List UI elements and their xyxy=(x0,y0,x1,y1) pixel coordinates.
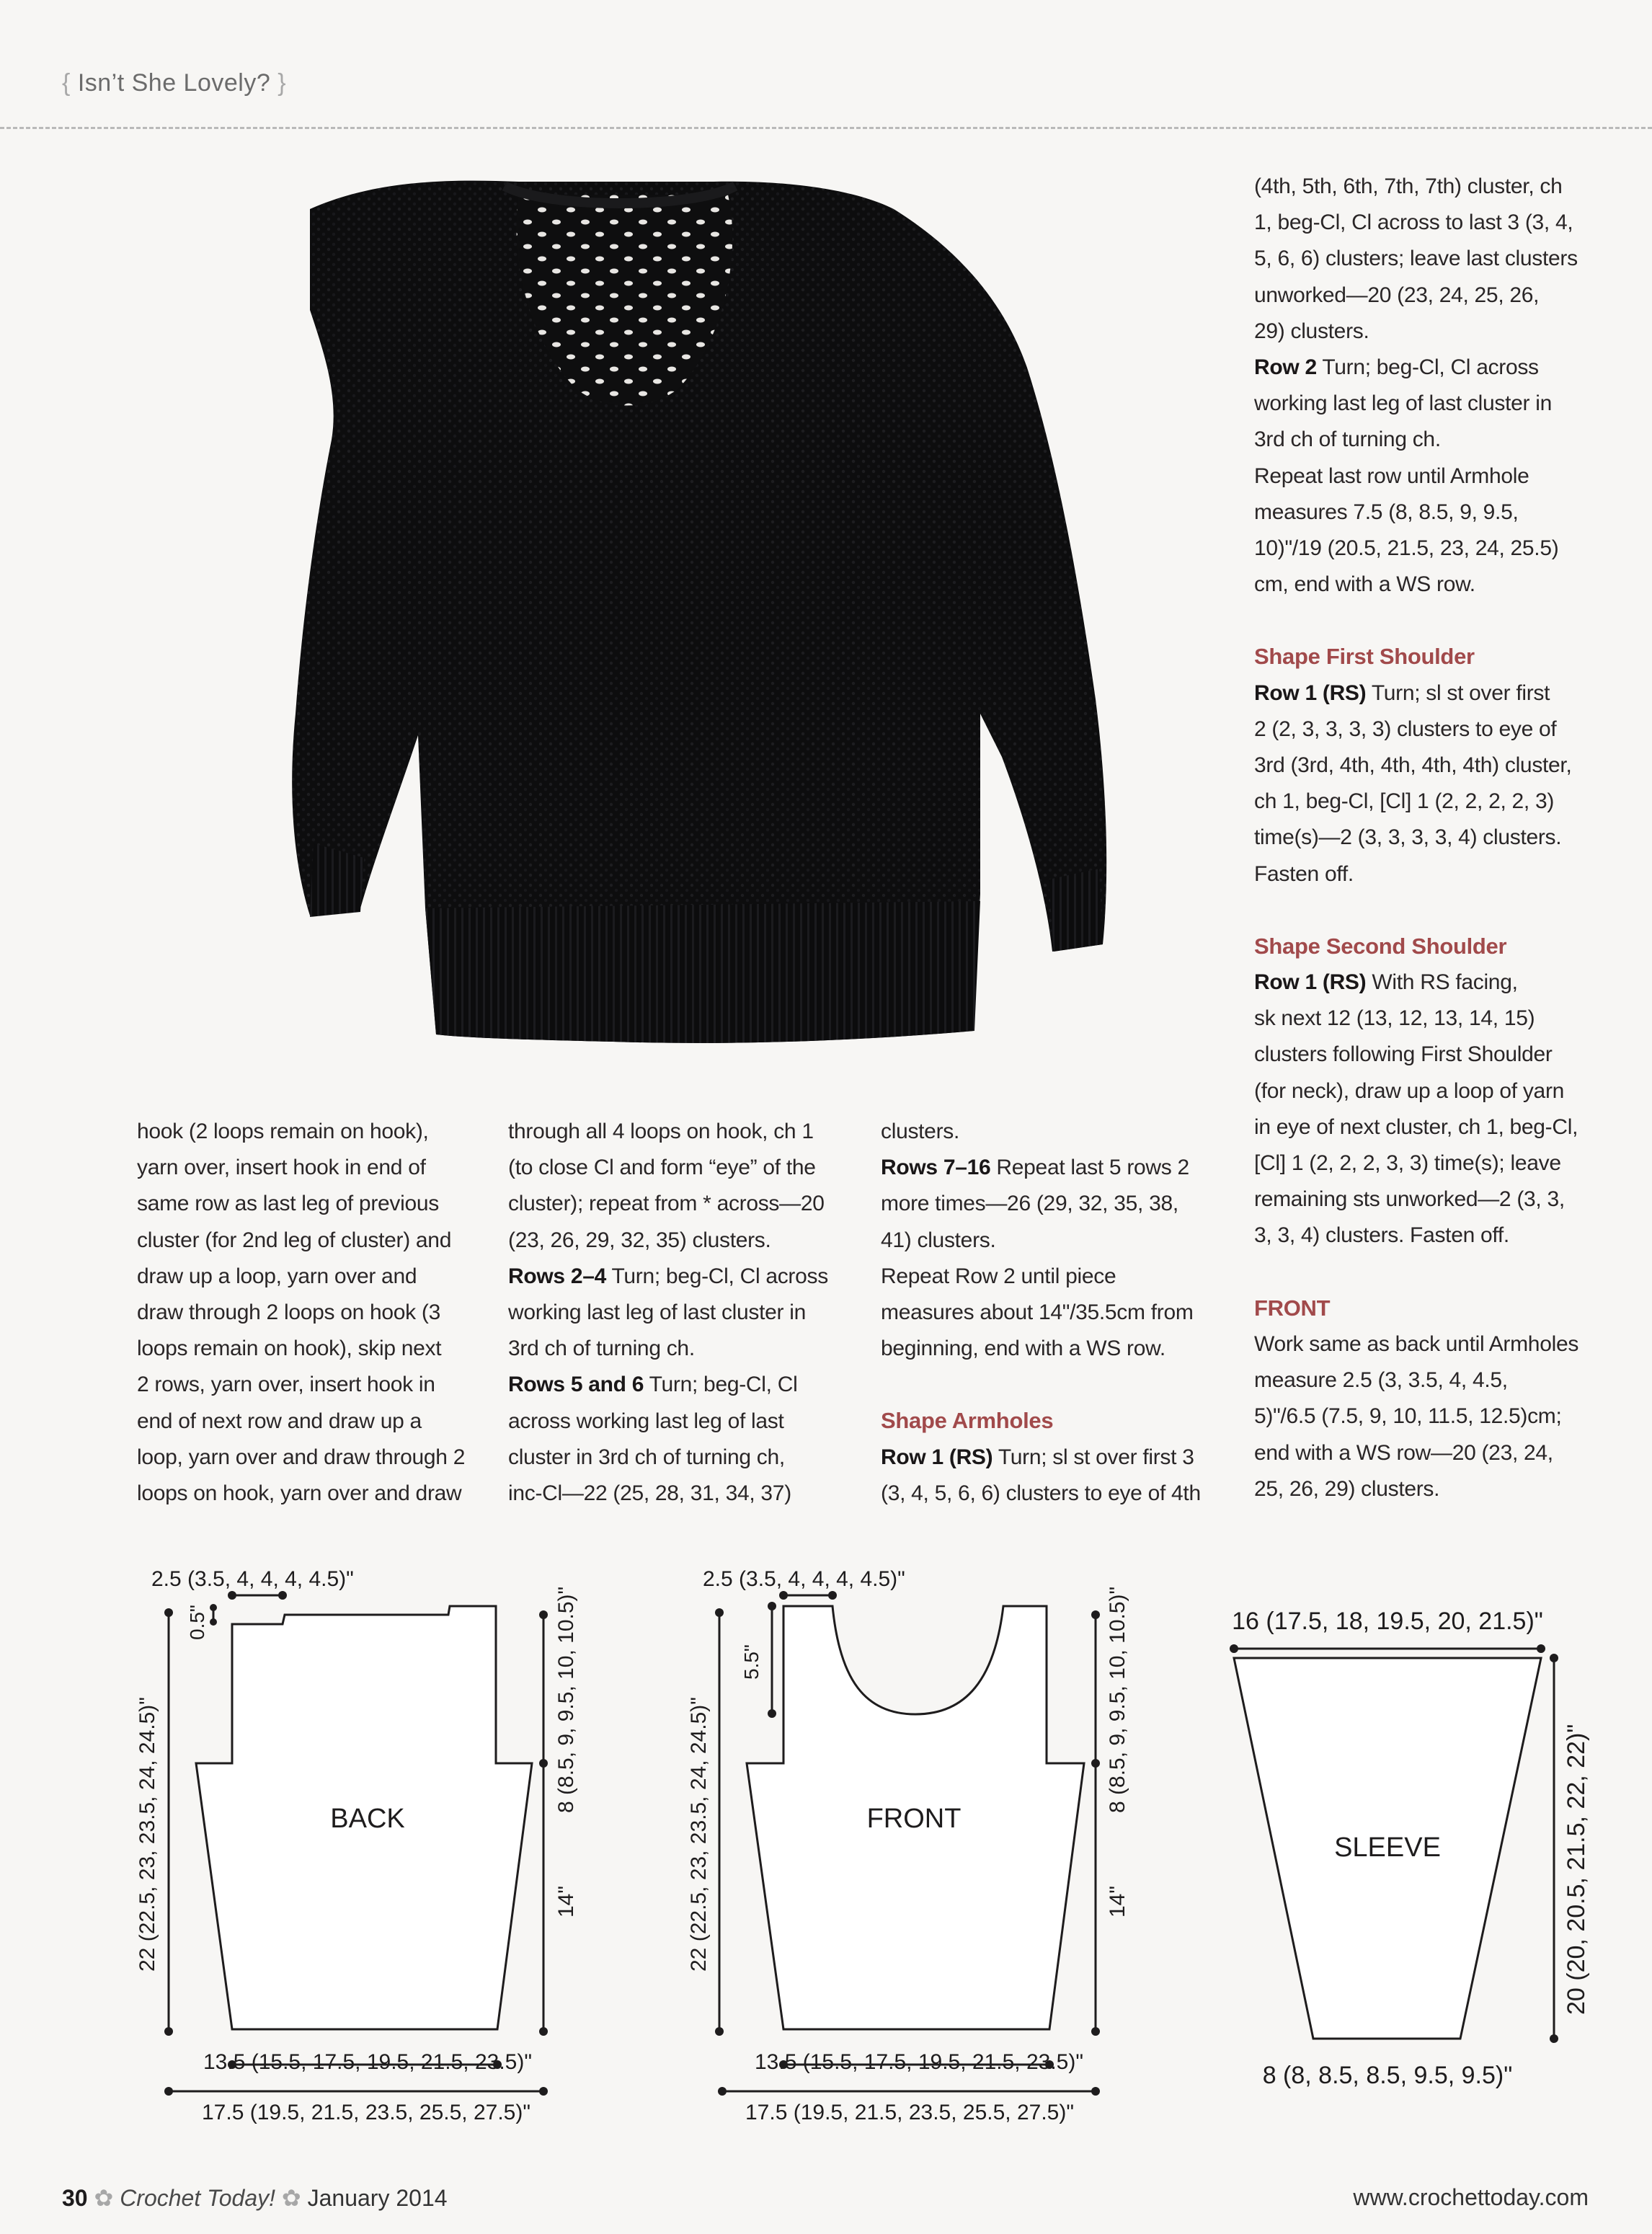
issue-date: January 2014 xyxy=(307,2185,448,2211)
col4-line: 3rd (3rd, 4th, 4th, 4th, 4th) cluster, xyxy=(1254,753,1572,778)
section-heading: Shape First Shoulder xyxy=(1254,644,1475,670)
row-text: Turn; beg-Cl, Cl across xyxy=(1316,355,1539,380)
sleeve-cuff-dim: 8 (8, 8.5, 8.5, 9.5, 9.5)" xyxy=(1262,2062,1513,2089)
page-number: 30 xyxy=(62,2185,88,2211)
footer-left xyxy=(62,2184,448,2212)
col4-line: 3, 3, 4) clusters. Fasten off. xyxy=(1254,1223,1509,1248)
col1-line: loops on hook, yarn over and draw xyxy=(137,1481,462,1506)
back-armhole-dim: 8 (8.5, 9, 9.5, 10, 10.5)" xyxy=(554,1586,578,1813)
col4-line: 29) clusters. xyxy=(1254,319,1369,343)
col4-line: measures 7.5 (8, 8.5, 9, 9.5, xyxy=(1254,500,1519,524)
col2-line: across working last leg of last xyxy=(508,1409,784,1433)
section-heading: Shape Armholes xyxy=(881,1408,1054,1434)
section-heading: FRONT xyxy=(1254,1295,1331,1321)
flower-icon: ✿ xyxy=(94,2185,114,2211)
col3-line: beginning, end with a WS row. xyxy=(881,1337,1165,1361)
header-title: Isn’t She Lovely? xyxy=(77,69,271,97)
front-hem-dim: 13.5 (15.5, 17.5, 19.5, 21.5, 23.5)" xyxy=(755,2050,1083,2074)
col4-line: 3rd ch of turning ch. xyxy=(1254,427,1441,452)
col4-line: remaining sts unworked—2 (3, 3, xyxy=(1254,1187,1565,1212)
col1-line: cluster (for 2nd leg of cluster) and xyxy=(137,1228,452,1252)
col1-line: 2 rows, yarn over, insert hook in xyxy=(137,1373,435,1397)
col2-line: working last leg of last cluster in xyxy=(508,1300,807,1325)
front-armhole-dim: 8 (8.5, 9, 9.5, 10, 10.5)" xyxy=(1106,1586,1129,1813)
back-label: BACK xyxy=(330,1804,405,1834)
col1-line: end of next row and draw up a xyxy=(137,1409,422,1433)
back-side-dim: 14" xyxy=(554,1885,578,1918)
col1-line: draw through 2 loops on hook (3 xyxy=(137,1300,440,1325)
col4-line: Fasten off. xyxy=(1254,861,1354,886)
col2-line: (23, 26, 29, 32, 35) clusters. xyxy=(508,1228,771,1252)
col4-line: working last leg of last cluster in xyxy=(1254,391,1553,416)
footer-url[interactable] xyxy=(1353,2184,1589,2211)
col1-line: loop, yarn over and draw through 2 xyxy=(137,1445,466,1469)
row-text: Turn; beg-Cl, Cl xyxy=(644,1373,798,1397)
row-label: Rows 7–16 xyxy=(881,1156,991,1180)
col4-line: [Cl] 1 (2, 2, 2, 3, 3) time(s); leave xyxy=(1254,1151,1561,1176)
row-text: Turn; sl st over first 3 xyxy=(992,1445,1194,1469)
col3-line: 41) clusters. xyxy=(881,1228,996,1252)
col1-line: loops remain on hook), skip next xyxy=(137,1337,442,1361)
col1-line: same row as last leg of previous xyxy=(137,1192,439,1216)
col4-line: ch 1, beg-Cl, [Cl] 1 (2, 2, 2, 2, 3) xyxy=(1254,789,1555,814)
col1-line: yarn over, insert hook in end of xyxy=(137,1156,426,1180)
back-shoulder-dim: 2.5 (3.5, 4, 4, 4, 4.5)" xyxy=(151,1567,354,1591)
back-neck-drop-dim: 0.5" xyxy=(186,1605,208,1640)
row-text: Turn; sl st over first xyxy=(1366,681,1550,705)
col3-line: Repeat Row 2 until piece xyxy=(881,1264,1116,1288)
col4-line: unworked—20 (23, 24, 25, 26, xyxy=(1254,283,1540,307)
front-chest-dim: 17.5 (19.5, 21.5, 23.5, 25.5, 27.5)" xyxy=(745,2101,1074,2124)
col4-line: cm, end with a WS row. xyxy=(1254,572,1475,597)
col1-line: hook (2 loops remain on hook), xyxy=(137,1120,429,1143)
section-heading: Shape Second Shoulder xyxy=(1254,933,1507,959)
col3-line: (3, 4, 5, 6, 6) clusters to eye of 4th xyxy=(881,1481,1201,1505)
col4-line: in eye of next cluster, ch 1, beg-Cl, xyxy=(1254,1114,1578,1139)
col2-line: cluster in 3rd ch of turning ch, xyxy=(508,1445,785,1469)
close-brace: } xyxy=(277,69,287,97)
col4-line: (4th, 5th, 6th, 7th, 7th) cluster, ch xyxy=(1254,174,1563,198)
front-label: FRONT xyxy=(866,1804,962,1834)
back-chest-dim: 17.5 (19.5, 21.5, 23.5, 25.5, 27.5)" xyxy=(202,2101,530,2124)
col4-line: time(s)—2 (3, 3, 3, 3, 4) clusters. xyxy=(1254,825,1562,850)
col4-line: sk next 12 (13, 12, 13, 14, 15) xyxy=(1254,1006,1535,1031)
row-label: Rows 5 and 6 xyxy=(508,1373,644,1397)
col4-line: 25, 26, 29) clusters. xyxy=(1254,1476,1440,1501)
col4-line: 10)"/19 (20.5, 21.5, 23, 24, 25.5) xyxy=(1254,536,1559,561)
col2-line: cluster); repeat from * across—20 xyxy=(508,1192,825,1216)
col3-line: clusters. xyxy=(881,1120,959,1143)
back-hem-dim: 13.5 (15.5, 17.5, 19.5, 21.5, 23.5)" xyxy=(203,2050,532,2074)
col1-line: draw up a loop, yarn over and xyxy=(137,1264,417,1288)
row-text: Repeat last 5 rows 2 xyxy=(990,1156,1189,1180)
sleeve-label: SLEEVE xyxy=(1334,1832,1441,1863)
row-label: Row 1 (RS) xyxy=(1254,681,1367,705)
row-text: Turn; beg-Cl, Cl across xyxy=(606,1264,828,1288)
col4-line: measure 2.5 (3, 3.5, 4, 4.5, xyxy=(1254,1368,1508,1393)
front-side-dim: 14" xyxy=(1106,1885,1129,1918)
col2-line: inc-Cl—22 (25, 28, 31, 34, 37) xyxy=(508,1481,791,1506)
col2-line: through all 4 loops on hook, ch 1 xyxy=(508,1120,814,1143)
col4-line: 5)"/6.5 (7.5, 9, 10, 11.5, 12.5)cm; xyxy=(1254,1404,1562,1429)
back-length-dim: 22 (22.5, 23, 23.5, 24, 24.5)" xyxy=(136,1697,159,1972)
row-label: Row 1 (RS) xyxy=(1254,970,1367,995)
front-length-dim: 22 (22.5, 23, 23.5, 24, 24.5)" xyxy=(687,1697,711,1972)
row-label: Row 1 (RS) xyxy=(881,1445,993,1469)
col4-line: Work same as back until Armholes xyxy=(1254,1331,1579,1356)
row-label: Row 2 xyxy=(1254,355,1317,380)
col2-line: 3rd ch of turning ch. xyxy=(508,1337,695,1361)
col4-line: 1, beg-Cl, Cl across to last 3 (3, 4, xyxy=(1254,210,1573,235)
col4-line: end with a WS row—20 (23, 24, xyxy=(1254,1440,1553,1465)
row-label: Rows 2–4 xyxy=(508,1264,606,1288)
col4-line: 5, 6, 6) clusters; leave last clusters xyxy=(1254,247,1578,271)
sleeve-length-dim: 20 (20, 20.5, 21.5, 22, 22)" xyxy=(1563,1724,1590,2015)
col2-line: (to close Cl and form “eye” of the xyxy=(508,1156,816,1180)
col4-line: (for neck), draw up a loop of yarn xyxy=(1254,1078,1565,1103)
magazine-name: Crochet Today! xyxy=(120,2185,276,2211)
flower-icon: ✿ xyxy=(281,2185,301,2211)
open-brace: { xyxy=(62,69,71,97)
row-text: With RS facing, xyxy=(1366,970,1518,995)
col4-line: Repeat last row until Armhole xyxy=(1254,464,1529,488)
front-shoulder-dim: 2.5 (3.5, 4, 4, 4, 4.5)" xyxy=(703,1567,905,1591)
front-neck-drop-dim: 5.5" xyxy=(740,1644,763,1680)
col4-line: 2 (2, 3, 3, 3, 3) clusters to eye of xyxy=(1254,717,1557,741)
sleeve-top-dim: 16 (17.5, 18, 19.5, 20, 21.5)" xyxy=(1232,1608,1543,1635)
col3-line: more times—26 (29, 32, 35, 38, xyxy=(881,1192,1178,1216)
website-link[interactable]: www.crochettoday.com xyxy=(1353,2184,1589,2210)
col4-line: clusters following First Shoulder xyxy=(1254,1042,1553,1067)
col3-line: measures about 14"/35.5cm from xyxy=(881,1300,1194,1325)
